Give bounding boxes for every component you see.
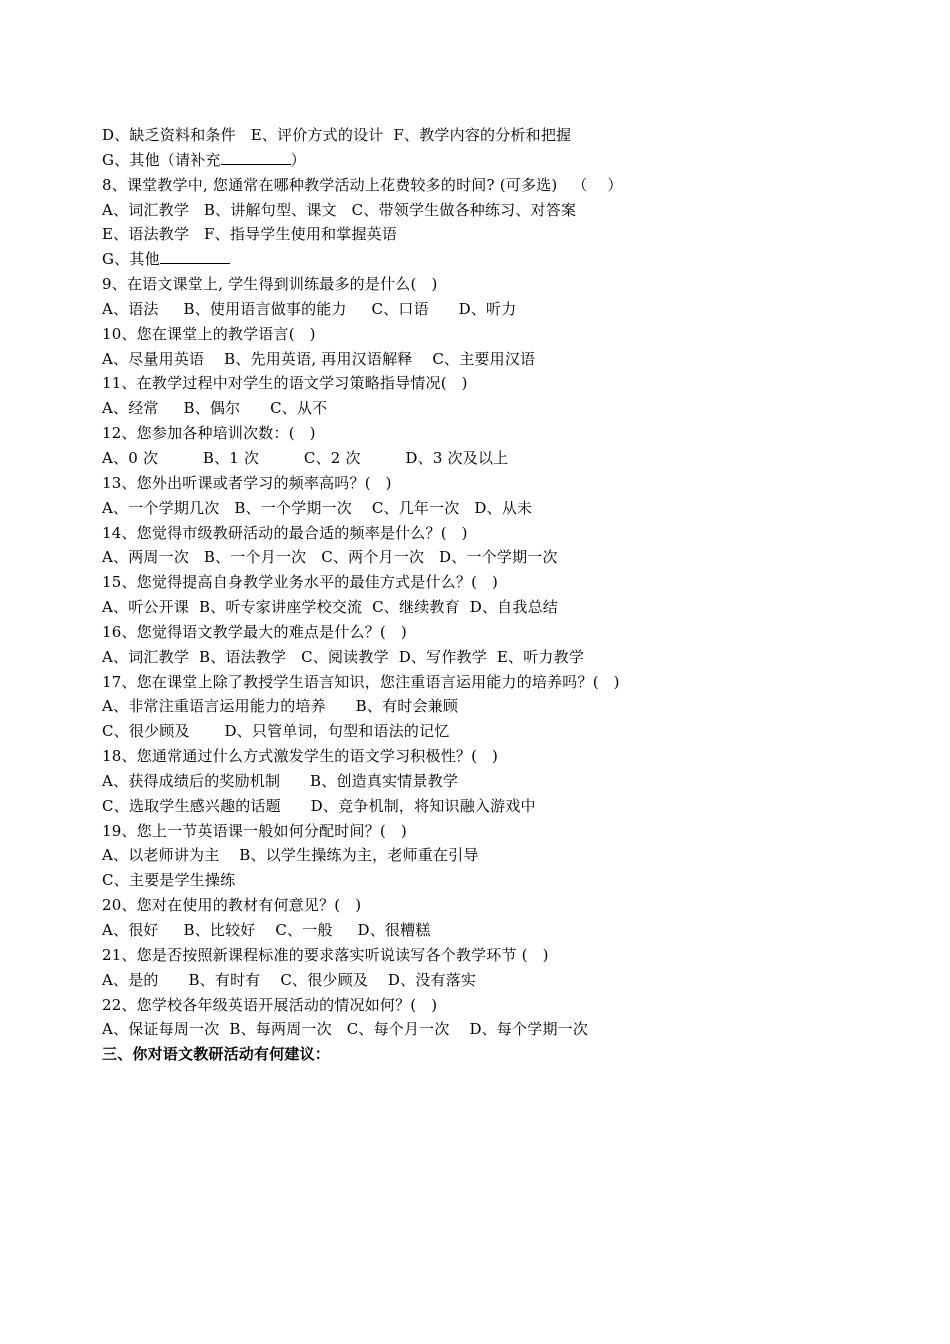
line-text: A、是的 B、有时有 C、很少顾及 D、没有落实: [102, 970, 477, 989]
text-line: [102, 148, 902, 173]
text-line: [102, 496, 902, 521]
line-text: 14、您觉得市级教研活动的最合适的频率是什么？( ): [102, 523, 468, 542]
text-line: [102, 297, 902, 322]
line-text: 9、在语文课堂上, 学生得到训练最多的是什么( ): [102, 275, 438, 294]
text-line: [102, 545, 902, 570]
text-line: [102, 769, 902, 794]
text-line: [102, 968, 902, 993]
text-line: [102, 744, 902, 769]
line-text: 11、在教学过程中对学生的语文学习策略指导情况( ): [102, 374, 468, 393]
document-page: [102, 123, 902, 1067]
line-text: 21、您是否按照新课程标准的要求落实听说读写各个教学环节 ( ): [102, 945, 549, 964]
line-text: 19、您上一节英语课一般如何分配时间？( ): [102, 821, 407, 840]
line-text: A、词汇教学 B、讲解句型、课文 C、带领学生做各种练习、对答案: [102, 200, 577, 219]
text-line: [102, 645, 902, 670]
text-line: [102, 247, 902, 272]
line-text: A、保证每周一次 B、每两周一次 C、每个月一次 D、每个学期一次: [102, 1020, 589, 1039]
fill-in-blank[interactable]: [221, 149, 291, 165]
line-text: A、很好 B、比较好 C、一般 D、很糟糕: [102, 921, 431, 939]
line-text: G、其他（请补充: [102, 150, 221, 169]
text-line: [102, 396, 902, 421]
text-line: [102, 347, 902, 372]
line-text: A、获得成绩后的奖励机制 B、创造真实情景教学: [102, 771, 459, 790]
text-line: [102, 123, 902, 148]
text-line: [102, 819, 902, 844]
text-line: [102, 173, 902, 198]
text-line: [102, 595, 902, 620]
line-text: 12、您参加各种培训次数：( ): [102, 424, 316, 443]
line-text: G、其他: [102, 250, 160, 269]
line-text: A、非常注重语言运用能力的培养 B、有时会兼顾: [102, 697, 459, 716]
line-text: 10、您在课堂上的教学语言( ): [102, 324, 316, 343]
line-text: A、尽量用英语 B、先用英语, 再用汉语解释 C、主要用汉语: [102, 349, 536, 368]
text-line: [102, 446, 902, 471]
line-text: 22、您学校各年级英语开展活动的情况如何？( ): [102, 995, 438, 1014]
text-line: [102, 322, 902, 347]
text-line: [102, 198, 902, 223]
text-line: [102, 670, 902, 695]
text-line: [102, 893, 902, 918]
text-line: [102, 694, 902, 719]
line-text: 8、课堂教学中, 您通常在哪种教学活动上花费较多的时间? (可多选) （ ）: [102, 175, 623, 194]
text-line: [102, 918, 902, 943]
line-text: A、经常 B、偶尔 C、从不: [102, 399, 328, 418]
text-line: [102, 570, 902, 595]
line-text: C、选取学生感兴趣的话题 D、竞争机制，将知识融入游戏中: [102, 796, 536, 815]
line-text: 18、您通常通过什么方式激发学生的语文学习积极性？( ): [102, 747, 499, 766]
line-text: D、缺乏资料和条件 E、评价方式的设计 F、教学内容的分析和把握: [102, 126, 572, 144]
text-line: [102, 222, 902, 247]
line-text: 15、您觉得提高自身教学业务水平的最佳方式是什么？( ): [102, 573, 499, 592]
line-text: E、语法教学 F、指导学生使用和掌握英语: [102, 225, 398, 244]
text-line: [102, 719, 902, 744]
line-text: A、一个学期几次 B、一个学期一次 C、几年一次 D、从未: [102, 498, 533, 517]
line-text: 三、你对语文教研活动有何建议：: [102, 1045, 331, 1064]
line-text: 20、您对在使用的教材有何意见？( ): [102, 896, 362, 915]
line-text: 17、您在课堂上除了教授学生语言知识，您注重语言运用能力的培养吗？( ): [102, 672, 620, 691]
fill-in-blank[interactable]: [160, 248, 230, 264]
text-line: [102, 371, 902, 396]
line-text: 16、您觉得语文教学最大的难点是什么？( ): [102, 622, 407, 641]
text-line: [102, 620, 902, 645]
line-text: C、很少顾及 D、只管单词，句型和语法的记忆: [102, 722, 450, 741]
line-text: A、以老师讲为主 B、以学生操练为主，老师重在引导: [102, 846, 479, 865]
line-text: A、词汇教学 B、语法教学 C、阅读教学 D、写作教学 E、听力教学: [102, 647, 585, 666]
line-text: C、主要是学生操练: [102, 871, 236, 890]
line-suffix: ）: [290, 150, 306, 169]
line-text: A、0 次 B、1 次 C、2 次 D、3 次及以上: [102, 448, 509, 467]
text-line: [102, 993, 902, 1018]
text-line: [102, 1017, 902, 1042]
line-text: A、语法 B、使用语言做事的能力 C、口语 D、听力: [102, 299, 517, 318]
line-text: A、听公开课 B、听专家讲座学校交流 C、继续教育 D、自我总结: [102, 598, 558, 617]
text-line: [102, 521, 902, 546]
text-line: [102, 421, 902, 446]
text-line: [102, 272, 902, 297]
line-text: 13、您外出听课或者学习的频率高吗？( ): [102, 473, 392, 492]
text-line: [102, 794, 902, 819]
text-line: [102, 943, 902, 968]
text-line: [102, 843, 902, 868]
line-text: A、两周一次 B、一个月一次 C、两个月一次 D、一个学期一次: [102, 548, 558, 567]
section-heading: [102, 1042, 902, 1067]
text-line: [102, 868, 902, 893]
text-line: [102, 471, 902, 496]
